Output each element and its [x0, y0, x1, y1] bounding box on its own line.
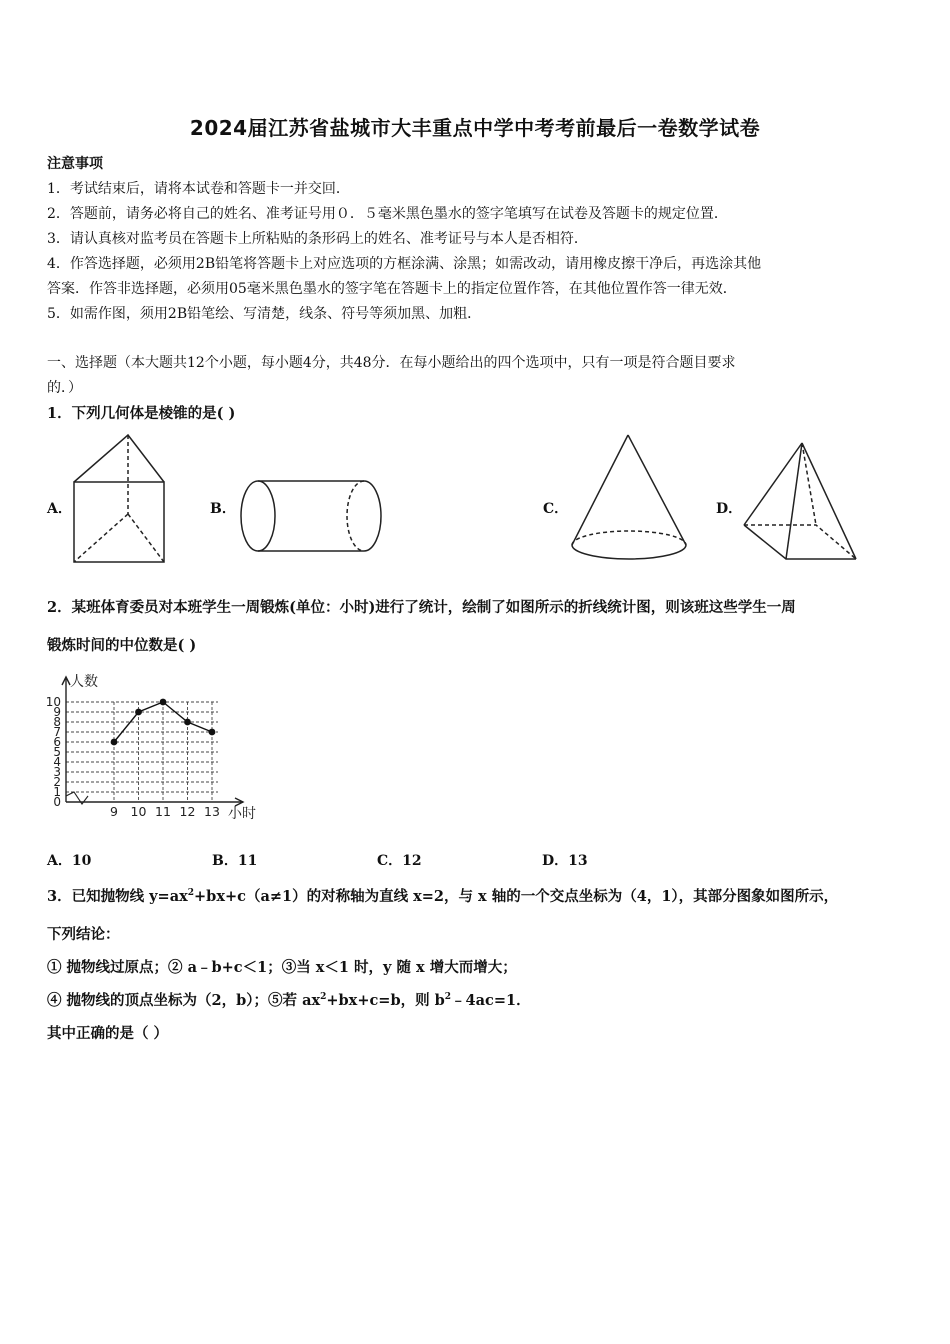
question-3-statements-1: ① 抛物线过原点；② a﹣b+c＜1；③当 x＜1 时，y 随 x 增大而增大；	[47, 959, 517, 976]
y-tick-label: 3	[53, 765, 61, 779]
data-point	[135, 709, 142, 716]
question-3-stem-line2: 下列结论：	[47, 926, 120, 943]
cone-figure	[568, 432, 693, 567]
pyramid-figure	[740, 440, 865, 570]
q1-option-b-label: B．	[210, 501, 236, 517]
q1-option-d-label: D．	[716, 501, 743, 517]
data-point	[184, 719, 191, 726]
y-tick-label: 8	[53, 715, 61, 729]
question-2-stem-line2: 锻炼时间的中位数是( )	[47, 637, 197, 654]
exam-title: 2024届江苏省盐城市大丰重点中学中考考前最后一卷数学试卷	[189, 116, 761, 140]
notice-item-1: 1．考试结束后，请将本试卷和答题卡一并交回．	[47, 181, 350, 197]
x-tick-label: 12	[179, 804, 196, 819]
x-tick-label: 11	[155, 804, 171, 819]
exercise-line-chart	[40, 668, 270, 828]
y-axis-title: 人数	[70, 674, 98, 690]
y-tick-label: 6	[53, 735, 61, 749]
y-tick-label: 9	[53, 705, 61, 719]
prism-figure	[70, 432, 170, 567]
cylinder-figure	[236, 478, 396, 558]
question-2-stem-line1: 2．某班体育委员对本班学生一周锻炼(单位：小时)进行了统计，绘制了如图所示的折线统计图，则该班这些学生一周	[47, 599, 796, 616]
y-tick-label: 7	[53, 725, 61, 739]
question-1-stem: 1．下列几何体是棱锥的是( )	[47, 405, 236, 422]
question-3-statements-2: ④ 抛物线的顶点坐标为（2，b）；⑤若 $ax^2+bx+c=b$，则 $b^2﹣4ac=1$．	[47, 992, 531, 1009]
notice-item-3: 3．请认真核对监考员在答题卡上所粘贴的条形码上的姓名、准考证号与本人是否相符．	[47, 231, 588, 247]
notice-item-4: 4．作答选择题，必须用2B铅笔将答题卡上对应选项的方框涂满、涂黑；如需改动，请用橡皮擦干净后，再选涂其他	[47, 256, 762, 272]
data-point	[160, 699, 167, 706]
section-heading-line2: 的．）	[47, 380, 82, 396]
y-tick-label: 2	[53, 775, 61, 789]
y-tick-label: 1	[53, 785, 61, 799]
question-3-stem-line1: 3．已知抛物线 $y=ax^2+bx+c(a\ne 1)$的对称轴为直线 x=2，与 x 轴的一个交点坐标为（4，1），其部分图象如图所示，	[47, 888, 839, 905]
section-heading-line1: 一、选择题（本大题共12个小题，每小题4分，共48分．在每小题给出的四个选项中，只有一项是符合题目要求	[47, 355, 736, 371]
notice-item-5: 5．如需作图，须用2B铅笔绘、写清楚，线条、符号等须加黑、加粗．	[47, 306, 482, 322]
x-tick-label: 10	[130, 804, 147, 819]
y-tick-label: 4	[53, 755, 61, 769]
notice-item-4-cont: 答案．作答非选择题，必须用05毫米黑色墨水的签字笔在答题卡上的指定位置作答，在其他位置作答一律无效．	[47, 281, 737, 297]
notice-heading: 注意事项	[47, 156, 103, 172]
x-tick-label: 13	[204, 804, 220, 819]
q2-option-c: C．12	[377, 853, 422, 869]
x-axis-title: 小时	[228, 806, 256, 822]
q2-option-b: B．11	[212, 853, 258, 869]
x-tick-label: 9	[110, 804, 118, 819]
q1-option-c-label: C．	[543, 501, 569, 517]
q2-option-d: D．13	[542, 853, 588, 869]
q2-option-a: A．10	[47, 853, 92, 869]
data-point	[111, 739, 118, 746]
notice-item-2: 2．答题前，请务必将自己的姓名、准考证号用０．５毫米黑色墨水的签字笔填写在试卷及答题卡的规定位置．	[47, 206, 728, 222]
y-tick-label: 0	[53, 795, 61, 809]
y-tick-label: 10	[45, 695, 61, 709]
q1-option-a-label: A．	[47, 501, 72, 517]
y-tick-label: 5	[53, 745, 61, 759]
data-point	[209, 729, 216, 736]
question-3-answer-prompt: 其中正确的是（ ）	[47, 1025, 169, 1042]
